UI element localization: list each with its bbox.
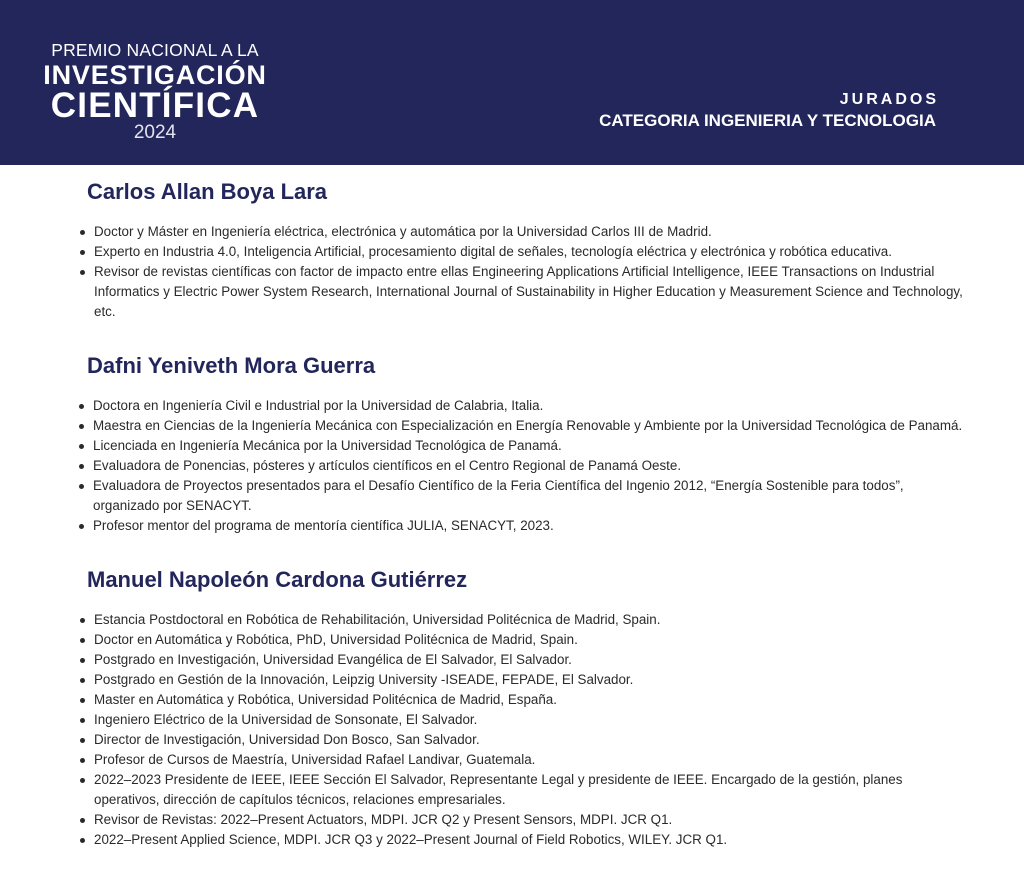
juror-name: Carlos Allan Boya Lara	[87, 179, 328, 204]
list-item	[0, 516, 1024, 536]
juror-name: Manuel Napoleón Cardona Gutiérrez	[87, 567, 468, 592]
award-logo	[40, 40, 270, 143]
list-item-text: Postgrado en Gestión de la Innovación, Leipzig University -ISEADE, FEPADE, El Salvador.	[94, 672, 634, 687]
list-item-text: Revisor de revistas científicas con factor de impacto entre ellas Engineering Applications Artificial Intelligence, IEEE Transactions on Industrial Informatics y Electric Power System Research, International Journal of Sustainability in Higher Education y Measurement Science and Technology, etc.	[94, 264, 963, 319]
logo-line-1: PREMIO NACIONAL A LA	[51, 40, 259, 60]
bullet-icon	[80, 658, 85, 663]
list-item-text: Revisor de Revistas: 2022–Present Actuators, MDPI. JCR Q2 y Present Sensors, MDPI. JCR Q1.	[94, 812, 673, 827]
bullet-icon	[80, 618, 85, 623]
list-item	[0, 630, 1024, 650]
bullet-icon	[80, 838, 85, 843]
list-item	[0, 710, 1024, 730]
jurados-label: JURADOS	[839, 91, 939, 108]
list-item-text: Director de Investigación, Universidad Don Bosco, San Salvador.	[94, 732, 480, 747]
bullet-icon	[79, 464, 84, 469]
list-item	[0, 830, 1024, 850]
bullet-icon	[80, 778, 85, 783]
list-item-text: Licenciada en Ingeniería Mecánica por la Universidad Tecnológica de Panamá.	[93, 438, 562, 453]
list-item	[0, 690, 1024, 710]
bullet-icon	[80, 678, 85, 683]
bullet-icon	[80, 718, 85, 723]
logo-year: 2024	[133, 122, 177, 143]
list-item-text: Doctor y Máster en Ingeniería eléctrica, electrónica y automática por la Universidad Carlos III de Madrid.	[94, 224, 712, 239]
list-item-text: Maestra en Ciencias de la Ingeniería Mecánica con Especialización en Energía Renovable y Ambiente por la Universidad Tecnológica de Panamá.	[93, 418, 963, 433]
list-item	[0, 730, 1024, 750]
list-item-text: Evaluadora de Ponencias, pósteres y artículos científicos en el Centro Regional de Panamá Oeste.	[93, 458, 682, 473]
list-item	[0, 670, 1024, 690]
juror-credentials-list	[0, 610, 1024, 850]
list-item	[0, 396, 1024, 416]
bullet-icon	[79, 404, 84, 409]
juror-credentials-list	[0, 222, 1024, 322]
bullet-icon	[80, 230, 85, 235]
list-item-text: Profesor de Cursos de Maestría, Universidad Rafael Landivar, Guatemala.	[94, 752, 536, 767]
bullet-icon	[80, 698, 85, 703]
juror-name: Dafni Yeniveth Mora Guerra	[87, 353, 376, 378]
bullet-icon	[80, 638, 85, 643]
list-item-text: Experto en Industria 4.0, Inteligencia Artificial, procesamiento digital de señales, tecnología eléctrica y electrónica y robótica educativa.	[94, 244, 892, 259]
list-item	[0, 810, 1024, 830]
list-item	[0, 242, 1024, 262]
bullet-icon	[80, 818, 85, 823]
list-item	[0, 476, 1024, 516]
list-item-text: Evaluadora de Proyectos presentados para el Desafío Científico de la Feria Científica del Ingenio 2012, “Energía Sostenible para todos”, organizado por SENACYT.	[93, 478, 904, 513]
bullet-icon	[79, 484, 84, 489]
bullet-icon	[79, 424, 84, 429]
list-item	[0, 650, 1024, 670]
list-item-text: 2022–Present Applied Science, MDPI. JCR Q3 y 2022–Present Journal of Field Robotics, WILEY. JCR Q1.	[94, 832, 728, 847]
list-item-text: Profesor mentor del programa de mentoría científica JULIA, SENACYT, 2023.	[93, 518, 554, 533]
bullet-icon	[80, 758, 85, 763]
list-item	[0, 610, 1024, 630]
logo-line-2: INVESTIGACIÓN	[43, 60, 267, 90]
list-item-text: Master en Automática y Robótica, Universidad Politécnica de Madrid, España.	[94, 692, 557, 707]
list-item	[0, 770, 1024, 810]
list-item	[0, 456, 1024, 476]
juror-credentials-list	[0, 396, 1024, 536]
logo-line-3: CIENTÍFICA	[50, 86, 260, 125]
list-item-text: Doctora en Ingeniería Civil e Industrial por la Universidad de Calabria, Italia.	[93, 398, 544, 413]
list-item	[0, 222, 1024, 242]
list-item-text: Postgrado en Investigación, Universidad Evangélica de El Salvador, El Salvador.	[94, 652, 572, 667]
bullet-icon	[79, 524, 84, 529]
list-item	[0, 750, 1024, 770]
bullet-icon	[80, 250, 85, 255]
list-item-text: 2022–2023 Presidente de IEEE, IEEE Sección El Salvador, Representante Legal y presidente de IEEE. Encargado de la gestión, planes operativos, dirección de capítulos técnicos, relaciones empresariales.	[94, 772, 903, 807]
bullet-icon	[80, 738, 85, 743]
list-item	[0, 262, 1024, 322]
bullet-icon	[80, 270, 85, 275]
bullet-icon	[79, 444, 84, 449]
list-item-text: Ingeniero Eléctrico de la Universidad de Sonsonate, El Salvador.	[94, 712, 478, 727]
list-item	[0, 436, 1024, 456]
list-item-text: Estancia Postdoctoral en Robótica de Rehabilitación, Universidad Politécnica de Madrid, Spain.	[94, 612, 661, 627]
header-title-block	[599, 90, 939, 132]
list-item-text: Doctor en Automática y Robótica, PhD, Universidad Politécnica de Madrid, Spain.	[94, 632, 578, 647]
category-label: CATEGORIA INGENIERIA Y TECNOLOGIA	[599, 111, 936, 130]
list-item	[0, 416, 1024, 436]
header-banner	[0, 0, 1024, 165]
